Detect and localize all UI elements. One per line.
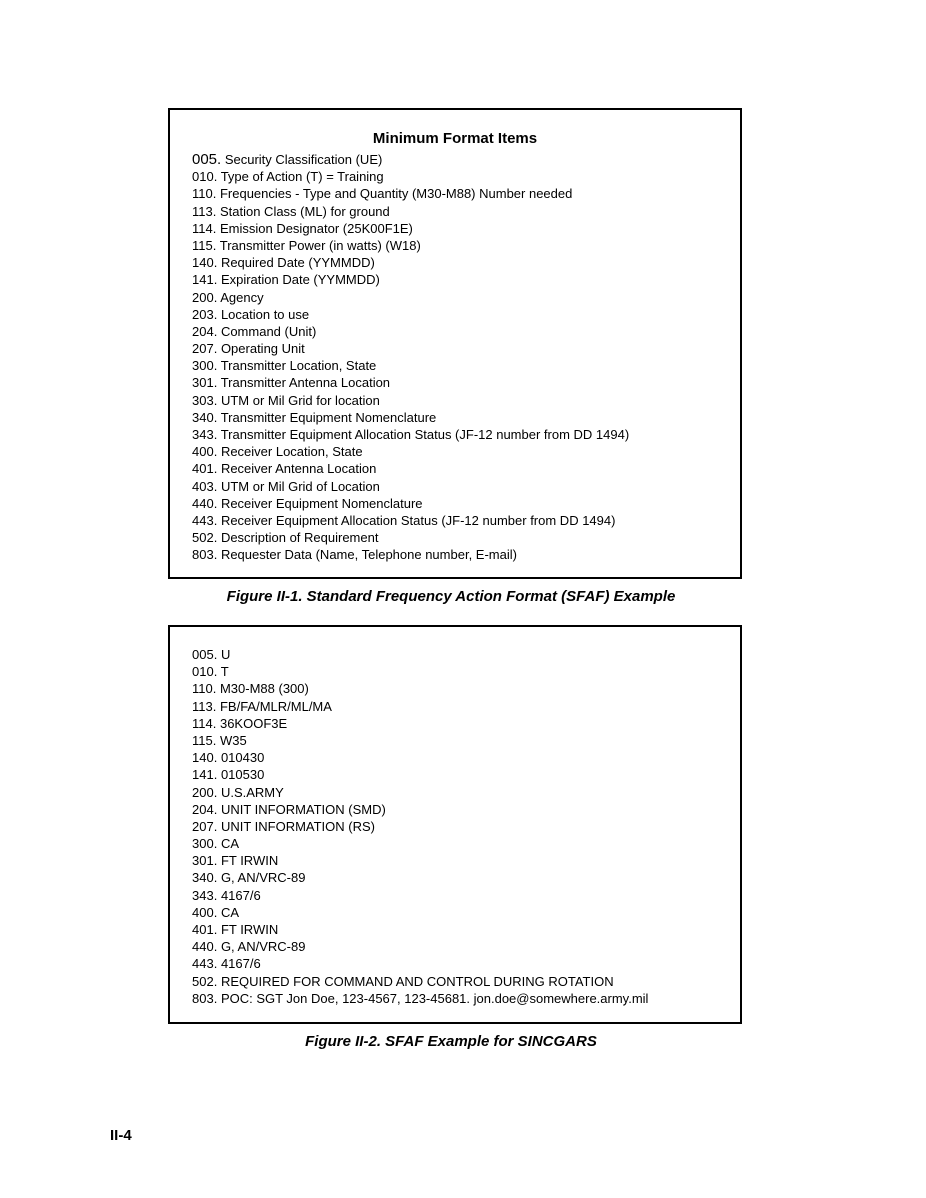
list-item	[192, 904, 648, 921]
list-item	[192, 766, 648, 783]
item-text: Required Date (YYMMDD)	[220, 255, 375, 271]
item-code: 300.	[192, 358, 218, 374]
item-code: 010.	[192, 169, 218, 185]
item-text: Security Classification (UE)	[224, 152, 383, 167]
list-item	[192, 938, 648, 955]
item-text: CA	[220, 836, 239, 852]
item-text: Emission Designator (25K00F1E)	[219, 220, 413, 236]
item-text: UNIT INFORMATION (RS)	[220, 818, 376, 834]
item-code: 440.	[192, 495, 218, 511]
list-item	[192, 151, 629, 168]
item-code: 110.	[192, 186, 217, 202]
item-text: Receiver Equipment Allocation Status (JF-12 number from DD 1494)	[220, 512, 616, 528]
item-code: 005.	[192, 151, 222, 168]
item-code: 301.	[192, 853, 218, 869]
item-code: 401.	[192, 922, 218, 937]
item-text: UNIT INFORMATION (SMD)	[220, 801, 386, 817]
item-code: 140.	[192, 750, 218, 766]
list-item	[192, 357, 629, 374]
item-code: 340.	[192, 409, 218, 425]
item-code: 005.	[192, 647, 218, 662]
list-item	[192, 732, 648, 749]
item-text: U.S.ARMY	[220, 784, 284, 800]
item-text: Transmitter Location, State	[220, 358, 377, 374]
item-text: T	[220, 664, 229, 680]
figure-1-box	[168, 108, 742, 579]
list-item	[192, 546, 629, 563]
list-item	[192, 680, 648, 697]
list-item	[192, 426, 629, 443]
list-item	[192, 271, 629, 288]
item-text: UTM or Mil Grid for location	[220, 392, 380, 408]
list-item	[192, 698, 648, 715]
item-code: 803.	[192, 990, 218, 1006]
item-text: 010530	[220, 767, 265, 783]
item-code: 207.	[192, 341, 218, 357]
item-code: 200.	[192, 784, 218, 800]
item-text: Receiver Location, State	[220, 444, 363, 460]
item-text: G, AN/VRC-89	[220, 870, 306, 886]
item-code: 343.	[192, 427, 218, 442]
list-item	[192, 818, 648, 835]
item-text: Receiver Antenna Location	[220, 461, 377, 477]
item-code: 401.	[192, 461, 218, 477]
list-item	[192, 973, 648, 990]
item-text: 010430	[220, 750, 265, 766]
item-code: 440.	[192, 939, 218, 955]
item-code: 200.	[192, 289, 218, 305]
list-item	[192, 443, 629, 460]
item-code: 114.	[192, 715, 217, 731]
item-code: 140.	[192, 255, 218, 271]
item-code: 343.	[192, 887, 218, 903]
item-code: 400.	[192, 444, 218, 460]
list-item	[192, 955, 648, 972]
item-text: FB/FA/MLR/ML/MA	[219, 698, 332, 714]
item-code: 141.	[192, 272, 218, 288]
item-code: 340.	[192, 870, 218, 886]
item-code: 113.	[192, 698, 217, 714]
item-code: 110.	[192, 681, 217, 697]
item-code: 204.	[192, 801, 218, 817]
item-code: 301.	[192, 375, 218, 391]
item-text: Location to use	[220, 306, 310, 322]
list-item	[192, 478, 629, 495]
item-text: Transmitter Antenna Location	[220, 375, 391, 391]
item-text: U	[220, 647, 231, 662]
item-code: 303.	[192, 392, 218, 408]
item-text: POC: SGT Jon Doe, 123-4567, 123-45681. jon.doe@somewhere.army.mil	[220, 990, 649, 1006]
item-text: Command (Unit)	[220, 323, 317, 339]
item-code: 204.	[192, 323, 218, 339]
list-item	[192, 185, 629, 202]
item-code: 803.	[192, 547, 218, 563]
item-code: 403.	[192, 478, 218, 494]
item-text: UTM or Mil Grid of Location	[220, 478, 380, 494]
list-item	[192, 835, 648, 852]
list-item	[192, 340, 629, 357]
item-text: M30-M88 (300)	[219, 681, 309, 697]
item-code: 113.	[192, 203, 217, 219]
list-item	[192, 409, 629, 426]
item-code: 400.	[192, 904, 218, 920]
list-item	[192, 784, 648, 801]
list-item	[192, 392, 629, 409]
item-code: 443.	[192, 956, 218, 972]
list-item	[192, 306, 629, 323]
item-text: Receiver Equipment Nomenclature	[220, 495, 423, 511]
list-item	[192, 715, 648, 732]
figure-1-list	[192, 151, 629, 564]
item-text: Station Class (ML) for ground	[219, 203, 390, 219]
item-text: Expiration Date (YYMMDD)	[220, 272, 380, 288]
item-text: 4167/6	[220, 887, 261, 903]
item-text: FT IRWIN	[220, 853, 279, 869]
figure-2-caption: Figure II-2. SFAF Example for SINCGARS	[305, 1033, 597, 1050]
item-text: W35	[219, 732, 247, 748]
figure-2-list	[192, 646, 648, 1007]
item-text: Type of Action (T) = Training	[220, 169, 384, 185]
list-item	[192, 869, 648, 886]
item-text: Description of Requirement	[220, 530, 379, 546]
list-item	[192, 921, 648, 938]
item-text: Operating Unit	[220, 341, 305, 357]
list-item	[192, 323, 629, 340]
item-code: 141.	[192, 767, 218, 783]
list-item	[192, 852, 648, 869]
list-item	[192, 168, 629, 185]
item-code: 502.	[192, 973, 218, 989]
list-item	[192, 646, 648, 663]
item-text: 4167/6	[220, 956, 261, 972]
list-item	[192, 529, 629, 546]
item-code: 502.	[192, 530, 218, 546]
item-code: 443.	[192, 512, 218, 528]
item-code: 207.	[192, 818, 218, 834]
item-code: 010.	[192, 664, 218, 680]
item-code: 115.	[192, 732, 217, 748]
list-item	[192, 289, 629, 306]
list-item	[192, 749, 648, 766]
item-text: G, AN/VRC-89	[220, 939, 306, 955]
item-text: Agency	[220, 289, 264, 305]
list-item	[192, 801, 648, 818]
list-item	[192, 495, 629, 512]
item-text: Transmitter Power (in watts) (W18)	[219, 237, 421, 253]
item-code: 300.	[192, 836, 218, 852]
item-text: REQUIRED FOR COMMAND AND CONTROL DURING ROTATION	[220, 973, 614, 989]
figure-1-caption: Figure II-1. Standard Frequency Action Format (SFAF) Example	[226, 588, 676, 605]
item-text: Frequencies - Type and Quantity (M30-M88) Number needed	[219, 186, 573, 202]
item-text: 36KOOF3E	[219, 715, 288, 731]
list-item	[192, 460, 629, 477]
item-text: Transmitter Equipment Nomenclature	[220, 409, 437, 425]
list-item	[192, 887, 648, 904]
list-item	[192, 990, 648, 1007]
figure-1-title: Minimum Format Items	[372, 130, 538, 147]
list-item	[192, 220, 629, 237]
list-item	[192, 237, 629, 254]
list-item	[192, 512, 629, 529]
list-item	[192, 254, 629, 271]
page-number: II-4	[110, 1127, 132, 1144]
list-item	[192, 203, 629, 220]
list-item	[192, 663, 648, 680]
item-text: Transmitter Equipment Allocation Status (JF-12 number from DD 1494)	[220, 427, 630, 442]
figure-2-box	[168, 625, 742, 1024]
item-code: 114.	[192, 220, 217, 236]
item-text: CA	[220, 904, 239, 920]
item-text: FT IRWIN	[220, 922, 279, 937]
list-item	[192, 374, 629, 391]
item-code: 203.	[192, 306, 218, 322]
item-code: 115.	[192, 237, 217, 253]
item-text: Requester Data (Name, Telephone number, E-mail)	[220, 547, 517, 563]
